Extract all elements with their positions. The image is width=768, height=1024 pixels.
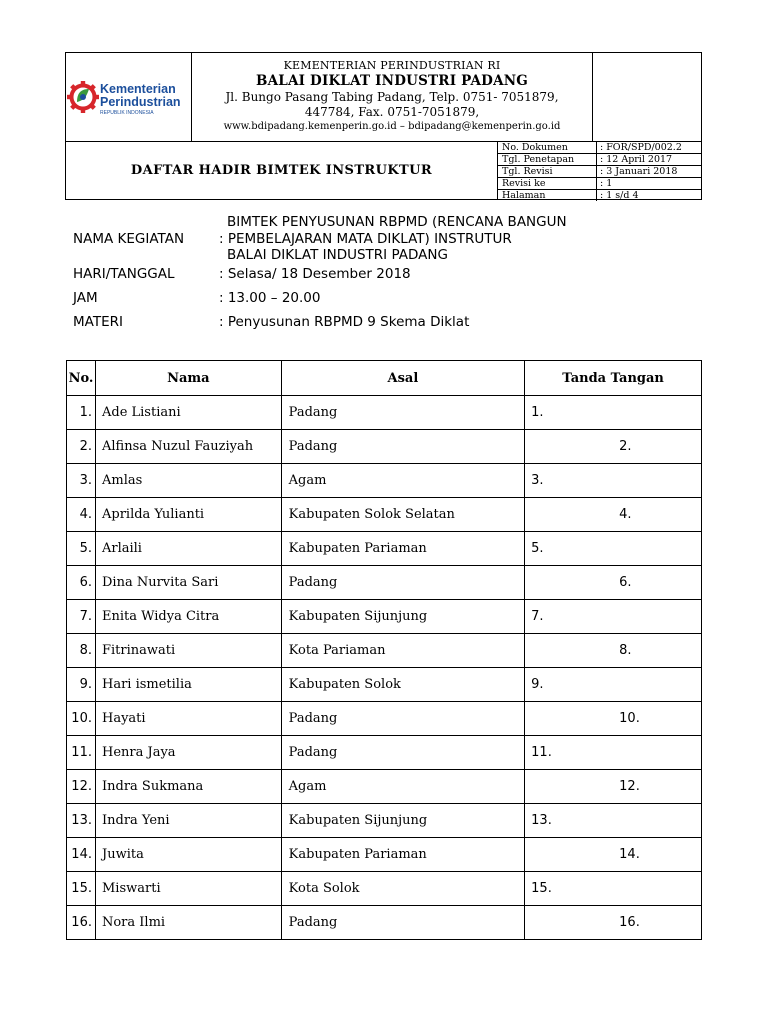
signature-cell[interactable] [525, 634, 702, 668]
table-row [67, 838, 702, 872]
participant-name: Dina Nurvita Sari [95, 566, 281, 600]
form-title-cell [66, 142, 498, 199]
participant-origin: Kabupaten Pariaman [281, 532, 525, 566]
jam-value: : 13.00 – 20.00 [219, 290, 321, 306]
signature-number: 4. [619, 507, 632, 522]
participant-name: Arlaili [95, 532, 281, 566]
header-tanda-tangan: Tanda Tangan [525, 361, 702, 396]
materi-value: : Penyusunan RBPMD 9 Skema Diklat [219, 314, 470, 330]
header-nama: Nama [95, 361, 281, 396]
signature-number: 5. [531, 541, 544, 556]
participant-origin: Kabupaten Solok Selatan [281, 498, 525, 532]
header-no: No. [67, 361, 96, 396]
row-number: 1. [67, 396, 96, 430]
kemenperin-logo-icon [66, 53, 192, 141]
signature-number: 16. [619, 915, 640, 930]
participant-name: Miswarti [95, 872, 281, 906]
table-row [67, 600, 702, 634]
signature-cell[interactable] [525, 804, 702, 838]
signature-number: 9. [531, 677, 544, 692]
meta-key: Halaman [498, 190, 597, 201]
meta-key: Tgl. Penetapan [498, 154, 597, 165]
participant-origin: Padang [281, 736, 525, 770]
participant-name: Aprilda Yulianti [95, 498, 281, 532]
meta-key: Tgl. Revisi [498, 166, 597, 177]
signature-cell[interactable] [525, 838, 702, 872]
meta-value: : FOR/SPD/002.2 [600, 142, 682, 153]
form-title: DAFTAR HADIR BIMTEK INSTRUKTUR [130, 163, 433, 178]
svg-text:Perindustrian: Perindustrian [100, 95, 181, 109]
row-number: 16. [67, 906, 96, 940]
table-row [67, 668, 702, 702]
row-number: 9. [67, 668, 96, 702]
website-email-line: www.bdipadang.kemenperin.go.id – bdipadang@kemenperin.go.id [223, 121, 561, 132]
table-row [67, 464, 702, 498]
meta-key: Revisi ke [498, 178, 597, 189]
meta-value: : 3 Januari 2018 [600, 166, 678, 177]
materi-label: MATERI [73, 314, 123, 330]
meta-row [498, 190, 701, 201]
hari-value: : Selasa/ 18 Desember 2018 [219, 266, 411, 282]
hari-label: HARI/TANGGAL [73, 266, 175, 282]
kegiatan-line-3: BALAI DIKLAT INDUSTRI PADANG [227, 247, 448, 263]
meta-value: : 1 s/d 4 [600, 190, 639, 201]
signature-number: 15. [531, 881, 552, 896]
kegiatan-line-1: BIMTEK PENYUSUNAN RBPMD (RENCANA BANGUN [227, 214, 567, 230]
signature-cell[interactable] [525, 464, 702, 498]
header-asal: Asal [281, 361, 525, 396]
participant-origin: Kabupaten Solok [281, 668, 525, 702]
table-row [67, 498, 702, 532]
signature-number: 11. [531, 745, 552, 760]
participant-origin: Kota Solok [281, 872, 525, 906]
participant-name: Fitrinawati [95, 634, 281, 668]
row-number: 14. [67, 838, 96, 872]
participant-name: Enita Widya Citra [95, 600, 281, 634]
signature-number: 13. [531, 813, 552, 828]
row-number: 4. [67, 498, 96, 532]
meta-value: : 1 [600, 178, 613, 189]
signature-number: 14. [619, 847, 640, 862]
participant-name: Hayati [95, 702, 281, 736]
signature-cell[interactable] [525, 566, 702, 600]
signature-cell[interactable] [525, 702, 702, 736]
row-number: 10. [67, 702, 96, 736]
signature-cell[interactable] [525, 498, 702, 532]
table-row [67, 634, 702, 668]
participant-name: Henra Jaya [95, 736, 281, 770]
signature-number: 6. [619, 575, 632, 590]
row-number: 5. [67, 532, 96, 566]
signature-cell[interactable] [525, 430, 702, 464]
row-number: 2. [67, 430, 96, 464]
svg-text:REPUBLIK INDONESIA: REPUBLIK INDONESIA [100, 110, 154, 116]
table-row [67, 906, 702, 940]
participant-name: Ade Listiani [95, 396, 281, 430]
table-row [67, 396, 702, 430]
meta-row [498, 142, 701, 154]
meta-row [498, 178, 701, 190]
signature-number: 7. [531, 609, 544, 624]
signature-number: 1. [531, 405, 544, 420]
signature-number: 10. [619, 711, 640, 726]
participant-origin: Kabupaten Sijunjung [281, 600, 525, 634]
signature-cell[interactable] [525, 906, 702, 940]
participant-origin: Padang [281, 430, 525, 464]
row-number: 3. [67, 464, 96, 498]
meta-row [498, 166, 701, 178]
signature-number: 3. [531, 473, 544, 488]
participant-origin: Agam [281, 464, 525, 498]
logo-cell [66, 53, 192, 141]
participant-origin: Padang [281, 396, 525, 430]
document-header [65, 52, 702, 200]
signature-cell[interactable] [525, 600, 702, 634]
participant-name: Indra Sukmana [95, 770, 281, 804]
meta-key: No. Dokumen [498, 142, 597, 153]
signature-cell[interactable] [525, 872, 702, 906]
row-number: 13. [67, 804, 96, 838]
participant-origin: Kabupaten Sijunjung [281, 804, 525, 838]
blank-header-cell [593, 53, 701, 141]
table-row [67, 736, 702, 770]
signature-number: 12. [619, 779, 640, 794]
row-number: 7. [67, 600, 96, 634]
row-number: 11. [67, 736, 96, 770]
attendance-table [66, 360, 702, 940]
participant-origin: Agam [281, 770, 525, 804]
participant-origin: Padang [281, 906, 525, 940]
row-number: 12. [67, 770, 96, 804]
kegiatan-label: NAMA KEGIATAN [73, 231, 185, 247]
table-row [67, 430, 702, 464]
participant-name: Juwita [95, 838, 281, 872]
signature-number: 8. [619, 643, 632, 658]
kegiatan-line-2: : PEMBELAJARAN MATA DIKLAT) INSTRUTUR [219, 231, 512, 247]
participant-name: Hari ismetilia [95, 668, 281, 702]
participant-name: Nora Ilmi [95, 906, 281, 940]
signature-cell[interactable] [525, 770, 702, 804]
signature-cell[interactable] [525, 396, 702, 430]
signature-cell[interactable] [525, 668, 702, 702]
table-header-row [67, 361, 702, 396]
participant-name: Indra Yeni [95, 804, 281, 838]
institution-name: BALAI DIKLAT INDUSTRI PADANG [255, 73, 529, 89]
participant-name: Alfinsa Nuzul Fauziyah [95, 430, 281, 464]
participant-origin: Kabupaten Pariaman [281, 838, 525, 872]
row-number: 6. [67, 566, 96, 600]
row-number: 8. [67, 634, 96, 668]
table-row [67, 872, 702, 906]
ministry-line: KEMENTERIAN PERINDUSTRIAN RI [283, 59, 501, 72]
table-row [67, 566, 702, 600]
participant-name: Amlas [95, 464, 281, 498]
row-number: 15. [67, 872, 96, 906]
signature-number: 2. [619, 439, 632, 454]
jam-label: JAM [73, 290, 98, 306]
address-line-2: 447784, Fax. 0751-7051879, [304, 105, 480, 119]
document-meta-table [498, 142, 701, 201]
table-row [67, 532, 702, 566]
participant-origin: Kota Pariaman [281, 634, 525, 668]
address-line-1: Jl. Bungo Pasang Tabing Padang, Telp. 0751- 7051879, [225, 90, 559, 104]
participant-origin: Padang [281, 566, 525, 600]
table-row [67, 770, 702, 804]
table-row [67, 804, 702, 838]
signature-cell[interactable] [525, 532, 702, 566]
participant-origin: Padang [281, 702, 525, 736]
attendance-body [67, 396, 702, 940]
meta-row [498, 154, 701, 166]
table-row [67, 702, 702, 736]
svg-text:Kementerian: Kementerian [100, 82, 176, 96]
meta-value: : 12 April 2017 [600, 154, 673, 165]
signature-cell[interactable] [525, 736, 702, 770]
institution-block [192, 53, 593, 141]
